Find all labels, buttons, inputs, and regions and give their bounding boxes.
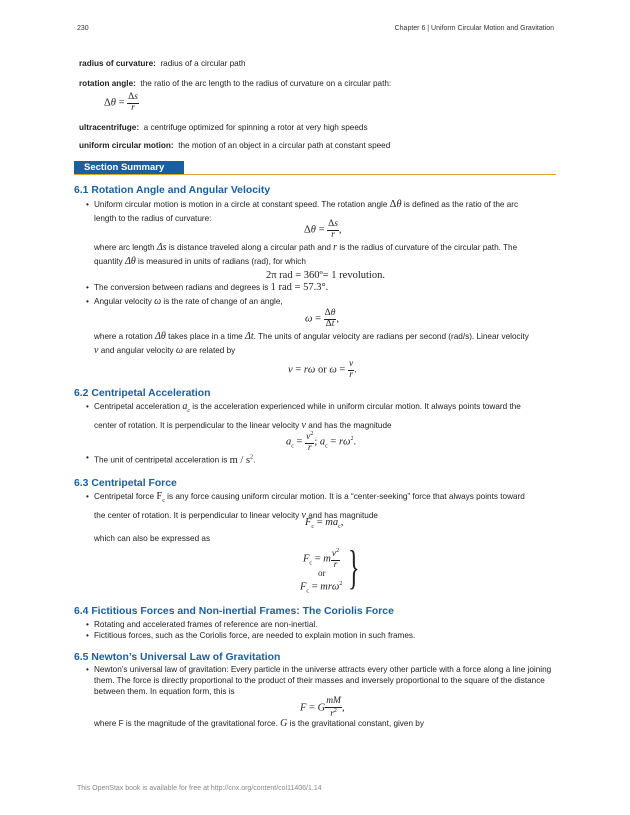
page-number: 230 (77, 25, 89, 32)
s1-equation-omega: ω = $\frac{\Delta\theta}{\Delta t}$ , (305, 308, 339, 329)
rotation-angle-equation: Δθ = $\frac{\Delta s}{r}$ (104, 92, 138, 113)
s3-brace: } (348, 541, 360, 594)
s5-equation-gravity: F = G $\frac{mM}{r^2}$ , (300, 696, 345, 719)
section-summary-rule (74, 174, 556, 175)
bullet-dot: • (86, 453, 89, 462)
s1-bullet-3: • Angular velocity ω is the rate of change of an angle, (86, 296, 283, 307)
bullet-dot: • (86, 297, 89, 306)
s2-bullet-2: • The unit of centripetal acceleration is m / $s^2$. (86, 453, 256, 466)
s3-equation-fc: $F_c = ma_c$, (305, 517, 344, 531)
s5-bullet-1: • Newton’s universal law of gravitation: Every particle in the universe attracts every other particle with a force along a line joining them. The force is directly proportional to the product of their masses and inversely proportional to the square of the distance between them. In equation form, this is (86, 665, 552, 696)
bullet-dot: • (86, 665, 89, 674)
s5-where: where F is the magnitude of the gravitational force. G is the gravitational constant, given by (94, 718, 424, 729)
section-summary-title: Section Summary (74, 161, 184, 175)
s3-bullet-1: • Centripetal force $F_c$ is any force causing uniform circular motion. It is a “center-seeking” force that always points toward the center of rotation. It is perpendicular to linear velocity v and has magnitude (86, 491, 525, 521)
glossary-uniform-circular-motion: uniform circular motion: the motion of an object in a circular path at constant speed (79, 141, 391, 150)
bullet-dot: • (86, 631, 89, 640)
s1-where-arc: where arc length Δs is distance traveled along a circular path and r is the radius of curvature of the circular path. The quantity Δθ is measured in units of radians (rad), for which (94, 242, 518, 267)
s4-bullet-2: • Fictitious forces, such as the Coriolis force, are needed to explain motion in such frames. (94, 629, 554, 643)
s3-equation-fc-v: $F_c = m$ $\frac{v^2}{r}$ (303, 548, 340, 570)
s4-bullet-1: • Rotating and accelerated frames of reference are non-inertial. (94, 618, 554, 632)
glossary-ultracentrifuge: ultracentrifuge: a centrifuge optimized for spinning a rotor at very high speeds (79, 123, 368, 132)
s1-bullet-1: • Uniform circular motion is motion in a circle at constant speed. The rotation angle Δθ is defined as the ratio of the arc length to the radius of curvature: (86, 199, 519, 223)
s3-also: which can also be expressed as (94, 534, 211, 543)
s1-where-rotation: where a rotation Δθ takes place in a time Δt. The units of angular velocity are radians per second (rad/s). Linear velocity v and angular velocity ω are related by (94, 331, 529, 356)
section-6-5-title: 6.5 Newton’s Universal Law of Gravitation (74, 652, 281, 663)
section-6-2-title: 6.2 Centripetal Acceleration (74, 388, 211, 399)
bullet-dot: • (86, 200, 89, 209)
s1-equation-v: v = rω or ω = $\frac{v}{r}$ . (288, 359, 357, 380)
s1-equation-theta: Δθ = $\frac{\Delta s}{r}$ , (304, 219, 342, 240)
bullet-dot: • (86, 492, 89, 501)
section-6-1-title: 6.1 Rotation Angle and Angular Velocity (74, 185, 271, 196)
s2-equation-ac: $a_c$ = $\frac{v^2}{r}$ ; $a_c = r\omega^2$. (286, 431, 357, 453)
glossary-radius-of-curvature: radius of curvature: radius of a circular path (79, 59, 246, 68)
section-6-4-title: 6.4 Fictitious Forces and Non-inertial Frames: The Coriolis Force (74, 606, 394, 617)
bullet-dot: • (86, 402, 89, 411)
bullet-dot: • (86, 620, 89, 629)
s3-or: or (318, 568, 326, 578)
chapter-header: Chapter 6 | Uniform Circular Motion and Gravitation (394, 25, 554, 32)
bullet-dot: • (86, 283, 89, 292)
glossary-rotation-angle: rotation angle: the ratio of the arc length to the radius of curvature on a circular path: (79, 79, 392, 88)
s1-bullet-2: • The conversion between radians and degrees is 1 rad = 57.3°. (86, 282, 329, 293)
section-6-3-title: 6.3 Centripetal Force (74, 478, 177, 489)
s3-equation-fc-omega: $F_c = mr\omega^2$ (300, 581, 343, 595)
footer-note: This OpenStax book is available for free at http://cnx.org/content/col11406/1.14 (77, 785, 322, 792)
s1-equation-revolution: 2π rad = 360º= 1 revolution. (266, 270, 385, 281)
s2-bullet-1: • Centripetal acceleration $a_c$ is the acceleration experienced while in uniform circular motion. It always points toward the center of rotation. It is perpendicular to the linear velocity v and has the magnitude (86, 401, 521, 431)
section-summary-header (74, 161, 556, 175)
